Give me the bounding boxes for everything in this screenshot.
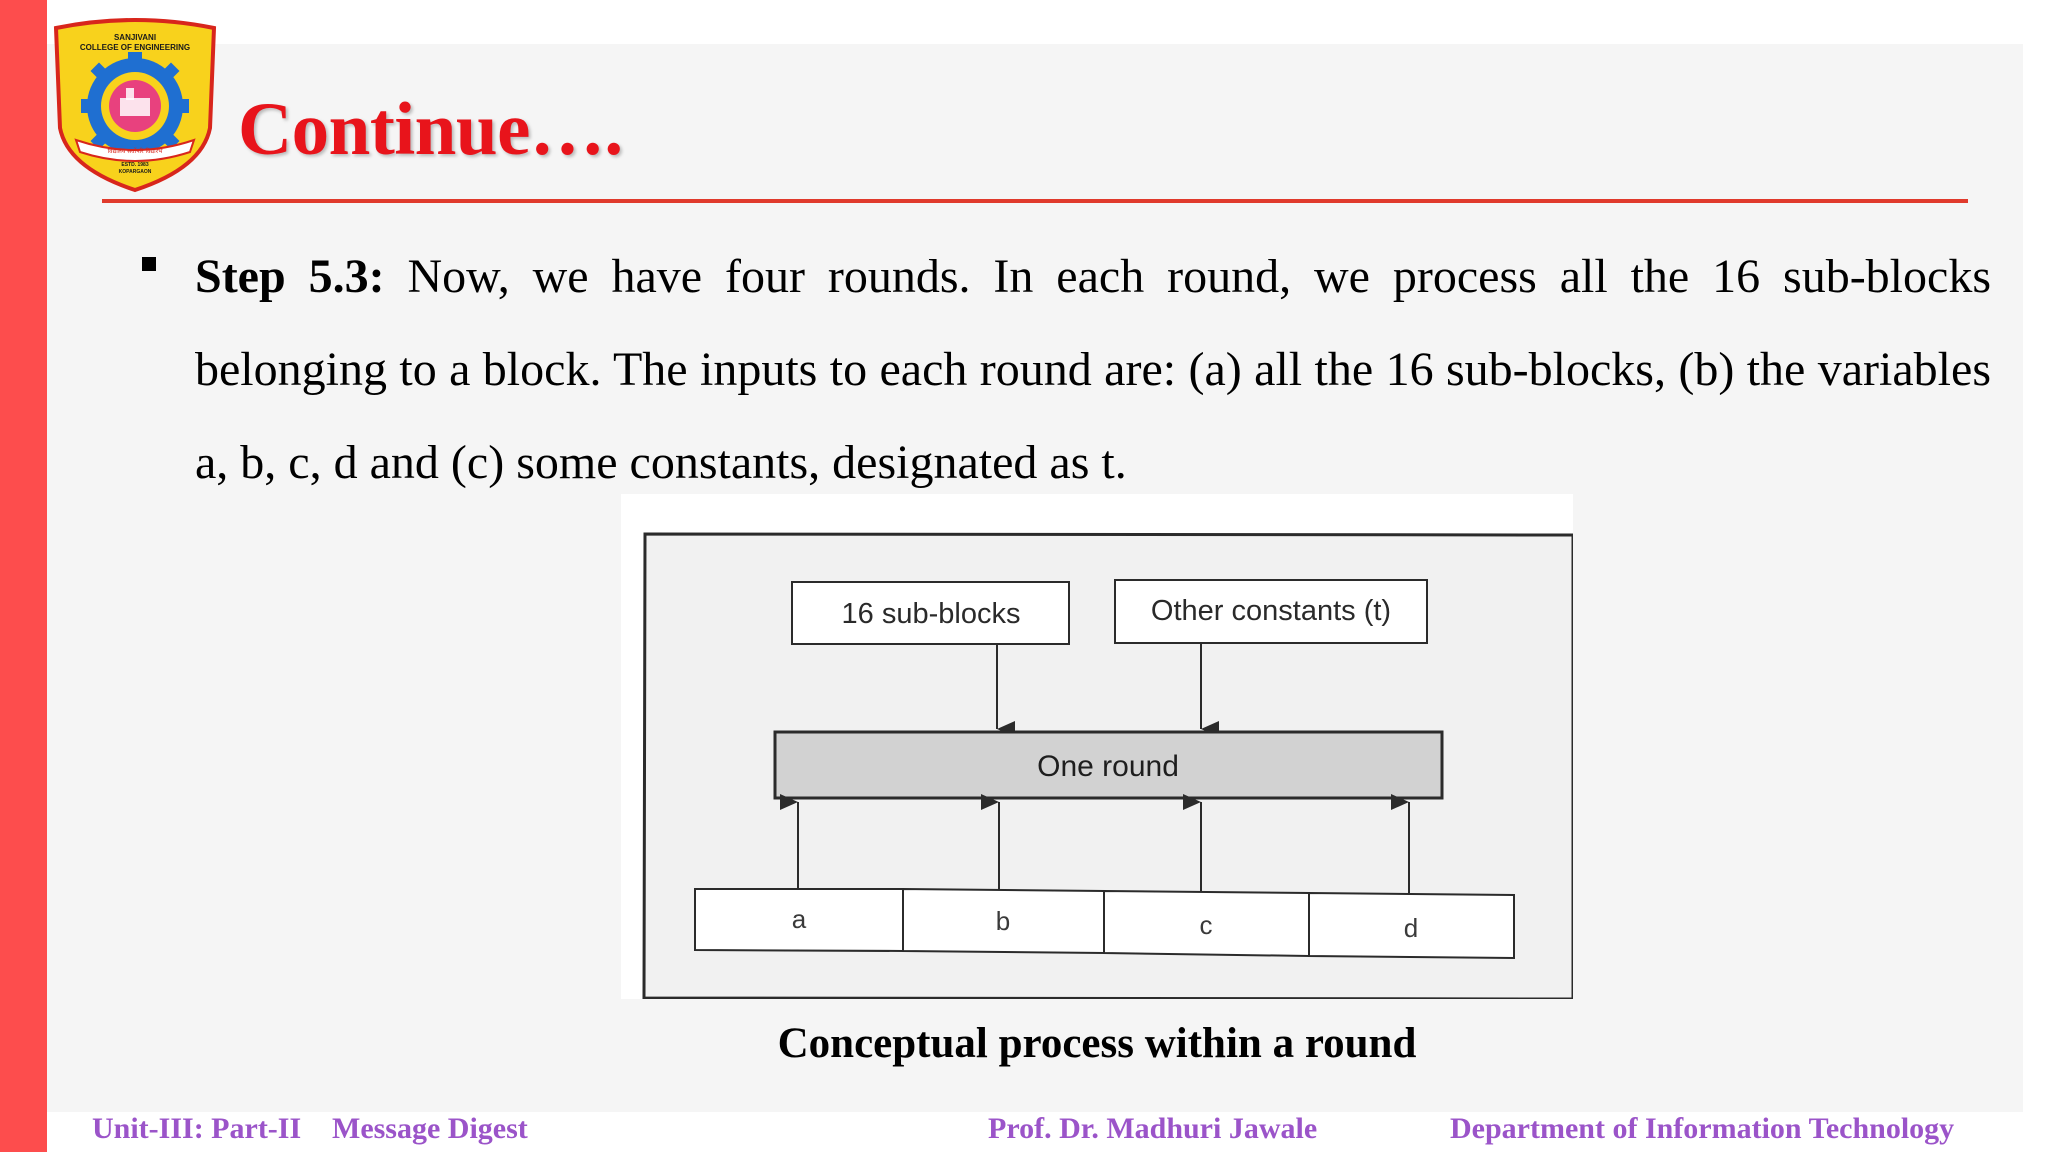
body-paragraph bbox=[195, 230, 1991, 509]
logo-motto: विद्यालय सर्वोपरि विद्यारंभ bbox=[107, 148, 163, 155]
step-label: Step 5.3: bbox=[195, 250, 385, 303]
sub-blocks-label: 16 sub-blocks bbox=[841, 598, 1021, 630]
step-text: Now, we have four rounds. In each round, we process all the 16 sub-blocks belonging to a block. The inputs to each round are: (a) all the 16 sub-blocks, (b) the variables a, b, c, d and (c) some constants, designated as t. bbox=[195, 250, 1992, 489]
constants-label: Other constants (t) bbox=[1150, 595, 1392, 627]
footer-author: Prof. Dr. Madhuri Jawale bbox=[988, 1112, 1318, 1145]
one-round-label: One round bbox=[1037, 750, 1179, 783]
variable-label-b: b bbox=[995, 906, 1011, 936]
logo-name-line2: COLLEGE OF ENGINEERING bbox=[79, 43, 191, 52]
logo-name-line1: SANJIVANI bbox=[113, 33, 157, 42]
bullet-marker bbox=[142, 257, 156, 271]
figure-caption: Conceptual process within a round bbox=[777, 1020, 1417, 1067]
title-underline bbox=[102, 199, 1968, 203]
slide-title: Continue…. bbox=[238, 88, 623, 171]
logo-place: KOPARGAON bbox=[118, 169, 152, 175]
variable-label-d: d bbox=[1403, 913, 1419, 943]
variable-label-a: a bbox=[791, 904, 807, 934]
left-accent-bar bbox=[0, 0, 47, 1152]
footer-unit: Unit-III: Part-II bbox=[92, 1112, 302, 1145]
logo-established: ESTD. 1983 bbox=[121, 162, 149, 168]
round-diagram-figure bbox=[621, 494, 1573, 999]
round-diagram bbox=[621, 494, 1573, 999]
gear-icon bbox=[81, 52, 189, 160]
variable-label-c: c bbox=[1199, 910, 1213, 940]
footer-department: Department of Information Technology bbox=[1450, 1112, 1955, 1145]
footer-topic: Message Digest bbox=[332, 1112, 528, 1145]
college-logo bbox=[52, 18, 218, 194]
